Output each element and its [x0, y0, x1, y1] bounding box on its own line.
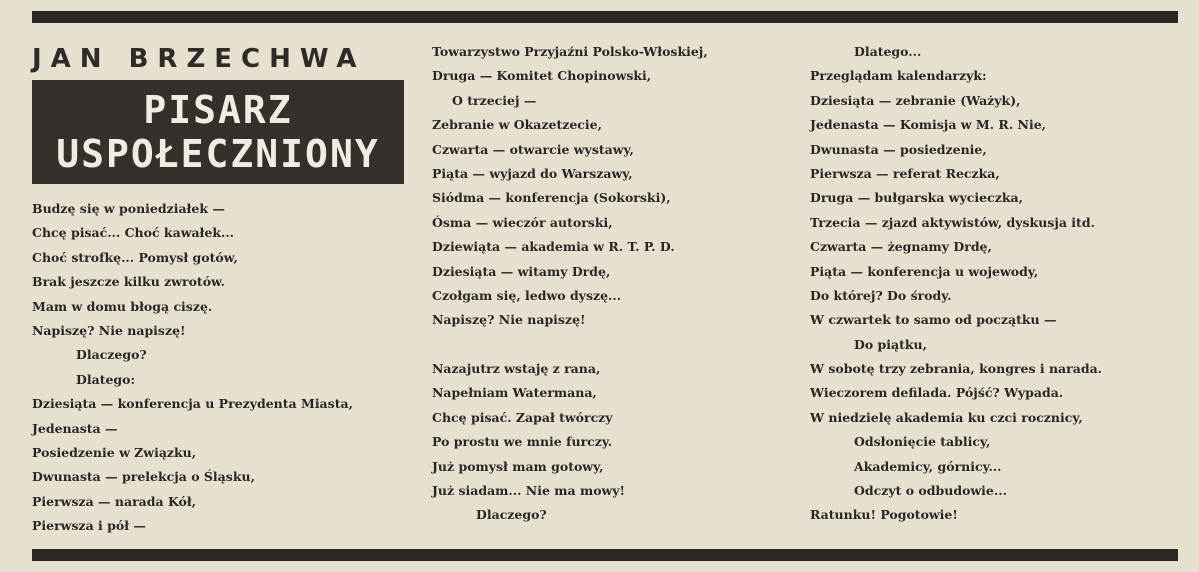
poem-line: Druga — bułgarska wycieczka,: [810, 190, 1023, 206]
poem-line: Czwarta — otwarcie wystawy,: [432, 141, 634, 157]
poem-line: Dlatego:: [76, 371, 136, 387]
poem-column-1: [32, 197, 353, 538]
poem-line: Dwunasta — prelekcja o Śląsku,: [32, 469, 255, 485]
poem-line: Napełniam Watermana,: [432, 385, 597, 401]
poem-line: Jedenasta —: [32, 420, 118, 436]
poem-line: Do piątku,: [854, 336, 927, 352]
poem-line: Napiszę? Nie napiszę!: [32, 322, 186, 338]
poem-line: W czwartek to samo od początku —: [810, 312, 1057, 328]
poem-line: Pierwsza — referat Reczka,: [810, 165, 1000, 181]
poem-line: Dlaczego?: [76, 347, 147, 363]
poem-line: Akademicy, górnicy...: [854, 458, 1002, 474]
poem-line: Zebranie w Okazetzecie,: [432, 117, 602, 133]
bottom-rule: [32, 549, 1178, 561]
poem-line: Jedenasta — Komisja w M. R. Nie,: [810, 117, 1046, 133]
poem-line: Piąta — konferencja u wojewody,: [810, 263, 1039, 279]
author-name: JAN BRZECHWA: [32, 44, 366, 74]
poem-line: Choć strofkę... Pomysł gotów,: [32, 249, 238, 265]
poem-line: Po prostu we mnie furczy.: [432, 434, 613, 450]
poem-line: Mam w domu błogą ciszę.: [32, 298, 213, 314]
poem-line: Odsłonięcie tablicy,: [854, 434, 991, 450]
poem-line: Posiedzenie w Związku,: [32, 444, 197, 460]
poem-line: Dwunasta — posiedzenie,: [810, 141, 987, 157]
poem-line: Chcę pisać. Zapał twórczy: [432, 409, 613, 425]
poem-line: Druga — Komitet Chopinowski,: [432, 68, 652, 84]
poem-line: Piąta — wyjazd do Warszawy,: [432, 165, 633, 181]
poem-line: Czwarta — żegnamy Drdę,: [810, 239, 992, 255]
poem-line: O trzeciej —: [452, 92, 537, 108]
poem-line: Wieczorem defilada. Pójść? Wypada.: [810, 385, 1064, 401]
poem-line: Do której? Do środy.: [810, 287, 952, 303]
title-line-2: USPOŁECZNIONY: [56, 132, 380, 176]
poem-line: Dziesiąta — zebranie (Ważyk),: [810, 92, 1021, 108]
poem-line: W niedzielę akademia ku czci rocznicy,: [810, 409, 1083, 425]
poem-line: Siódma — konferencja (Sokorski),: [432, 190, 671, 206]
poem-line: Dlatego...: [854, 44, 922, 59]
title-box: [32, 80, 404, 184]
poem-line: Przeglądam kalendarzyk:: [810, 68, 987, 84]
poem-line: Dziesiąta — konferencja u Prezydenta Miasta,: [32, 396, 353, 412]
poem-line: W sobotę trzy zebrania, kongres i narada.: [810, 361, 1103, 377]
poem-line: Już pomysł mam gotowy,: [432, 458, 604, 474]
poem-line: Pierwsza — narada Kół,: [32, 493, 197, 509]
top-rule: [32, 11, 1178, 23]
poem-line: Dziesiąta — witamy Drdę,: [432, 263, 611, 279]
poem-line: Już siadam... Nie ma mowy!: [432, 483, 626, 499]
poem-column-2: [432, 40, 708, 528]
poem-line: Ósma — wieczór autorski,: [432, 214, 613, 230]
poem-line: Dziewiąta — akademia w R. T. P. D.: [432, 239, 675, 255]
poem-column-3: [810, 40, 1102, 528]
stanza-gap: [432, 333, 708, 357]
poem-line: Brak jeszcze kilku zwrotów.: [32, 274, 225, 290]
poem-line: Dlaczego?: [476, 507, 547, 523]
poem-line: Nazajutrz wstaję z rana,: [432, 361, 601, 377]
poem-line: Czołgam się, ledwo dyszę...: [432, 287, 622, 303]
poem-line: Trzecia — zjazd aktywistów, dyskusja itd.: [810, 214, 1095, 230]
poem-line: Odczyt o odbudowie...: [854, 483, 1007, 499]
poem-line: Pierwsza i pół —: [32, 518, 146, 534]
poem-line: Ratunku! Pogotowie!: [810, 507, 958, 523]
poem-line: Towarzystwo Przyjaźni Polsko-Włoskiej,: [432, 44, 708, 59]
poem-line: Napiszę? Nie napiszę!: [432, 312, 586, 328]
poem-line: Chcę pisać... Choć kawałek...: [32, 225, 235, 241]
title-line-1: PISARZ: [143, 88, 293, 132]
poem-line: Budzę się w poniedziałek —: [32, 201, 225, 216]
